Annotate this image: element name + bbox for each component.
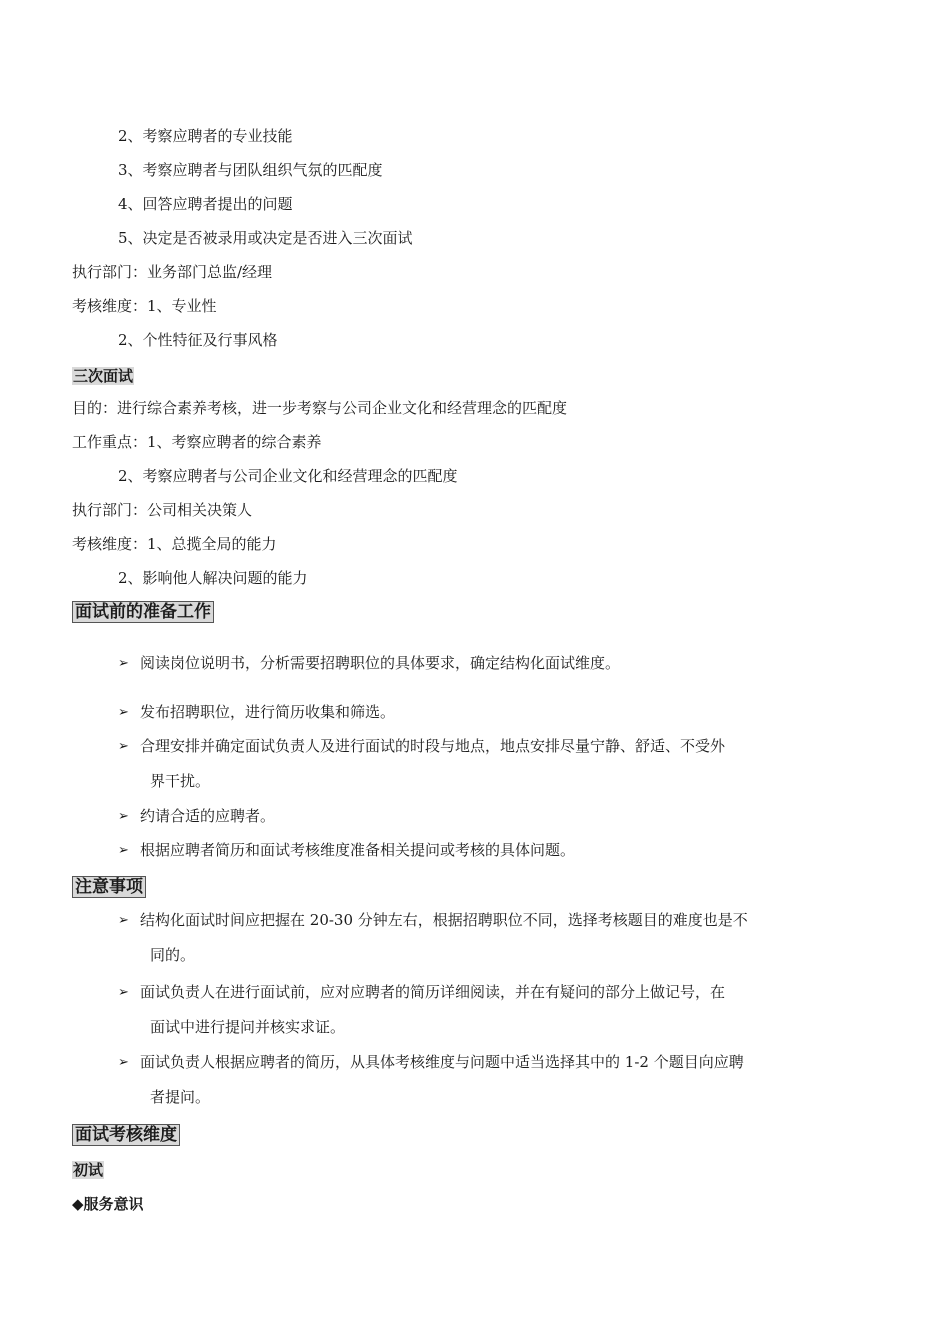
arrow-bullet-icon: ➢ xyxy=(118,705,129,720)
list-item-text: 阅读岗位说明书，分析需要招聘职位的具体要求，确定结构化面试维度。 xyxy=(140,654,621,672)
assess-dimension: 2、个性特征及行事风格 xyxy=(118,331,278,349)
preparation-title: 面试前的准备工作 xyxy=(72,601,214,623)
list-item-text: 根据应聘者简历和面试考核维度准备相关提问或考核的具体问题。 xyxy=(140,841,576,859)
list-item-text: 合理安排并确定面试负责人及进行面试的时段与地点，地点安排尽量宁静、舒适、不受外 xyxy=(140,737,726,755)
list-item xyxy=(118,975,818,1045)
list-item-text-cont: 同的。 xyxy=(150,946,196,964)
section-heading xyxy=(72,876,146,898)
list-item-text-cont: 面试中进行提问并核实求证。 xyxy=(150,1018,346,1036)
section-subtitle xyxy=(72,1160,104,1180)
arrow-bullet-icon: ➢ xyxy=(118,739,129,754)
exec-dept: 执行部门：公司相关决策人 xyxy=(72,501,253,519)
list-item xyxy=(118,646,818,681)
list-item-text: 面试负责人根据应聘者的简历，从具体考核维度与问题中适当选择其中的 1-2 个题目向应聘 xyxy=(140,1053,744,1071)
arrow-bullet-icon: ➢ xyxy=(118,1055,129,1070)
third-interview-title: 三次面试 xyxy=(73,367,134,385)
notes-title: 注意事项 xyxy=(72,876,146,898)
section-heading xyxy=(72,1124,180,1146)
focus-item: 3、考察应聘者与团队组织气氛的匹配度 xyxy=(118,161,383,179)
dimension-item: ◆服务意识 xyxy=(72,1195,144,1213)
focus-item: 5、决定是否被录用或决定是否进入三次面试 xyxy=(118,229,413,247)
list-item xyxy=(118,799,818,834)
list-item-text: 面试负责人在进行面试前，应对应聘者的简历详细阅读，并在有疑问的部分上做记号，在 xyxy=(140,983,726,1001)
exec-dept: 执行部门：业务部门总监/经理 xyxy=(72,263,273,281)
list-item-text: 发布招聘职位，进行简历收集和筛选。 xyxy=(140,703,396,721)
list-item-text: 约请合适的应聘者。 xyxy=(140,807,276,825)
arrow-bullet-icon: ➢ xyxy=(118,913,129,928)
arrow-bullet-icon: ➢ xyxy=(118,843,129,858)
first-interview-title: 初试 xyxy=(73,1161,104,1179)
list-item xyxy=(118,833,818,868)
section-subtitle xyxy=(72,366,134,386)
list-item-text-cont: 者提问。 xyxy=(150,1088,211,1106)
list-item xyxy=(118,1045,818,1115)
list-item-text-cont: 界干扰。 xyxy=(150,772,211,790)
list-item xyxy=(118,729,818,799)
focus-item: 工作重点：1、考察应聘者的综合素养 xyxy=(72,433,322,451)
arrow-bullet-icon: ➢ xyxy=(118,809,129,824)
dimensions-title: 面试考核维度 xyxy=(72,1124,180,1146)
purpose-text: 目的：进行综合素养考核，进一步考察与公司企业文化和经营理念的匹配度 xyxy=(72,399,568,417)
assess-dimension: 考核维度：1、专业性 xyxy=(72,297,217,315)
arrow-bullet-icon: ➢ xyxy=(118,985,129,1000)
list-item xyxy=(118,903,818,973)
assess-dimension: 2、影响他人解决问题的能力 xyxy=(118,569,308,587)
focus-item: 4、回答应聘者提出的问题 xyxy=(118,195,293,213)
arrow-bullet-icon: ➢ xyxy=(118,656,129,671)
focus-item: 2、考察应聘者与公司企业文化和经营理念的匹配度 xyxy=(118,467,458,485)
list-item-text: 结构化面试时间应把握在 20-30 分钟左右，根据招聘职位不同，选择考核题目的难度也是不 xyxy=(140,911,748,929)
section-heading xyxy=(72,601,214,623)
list-item xyxy=(118,695,818,730)
assess-dimension: 考核维度：1、总揽全局的能力 xyxy=(72,535,277,553)
focus-item: 2、考察应聘者的专业技能 xyxy=(118,127,293,145)
